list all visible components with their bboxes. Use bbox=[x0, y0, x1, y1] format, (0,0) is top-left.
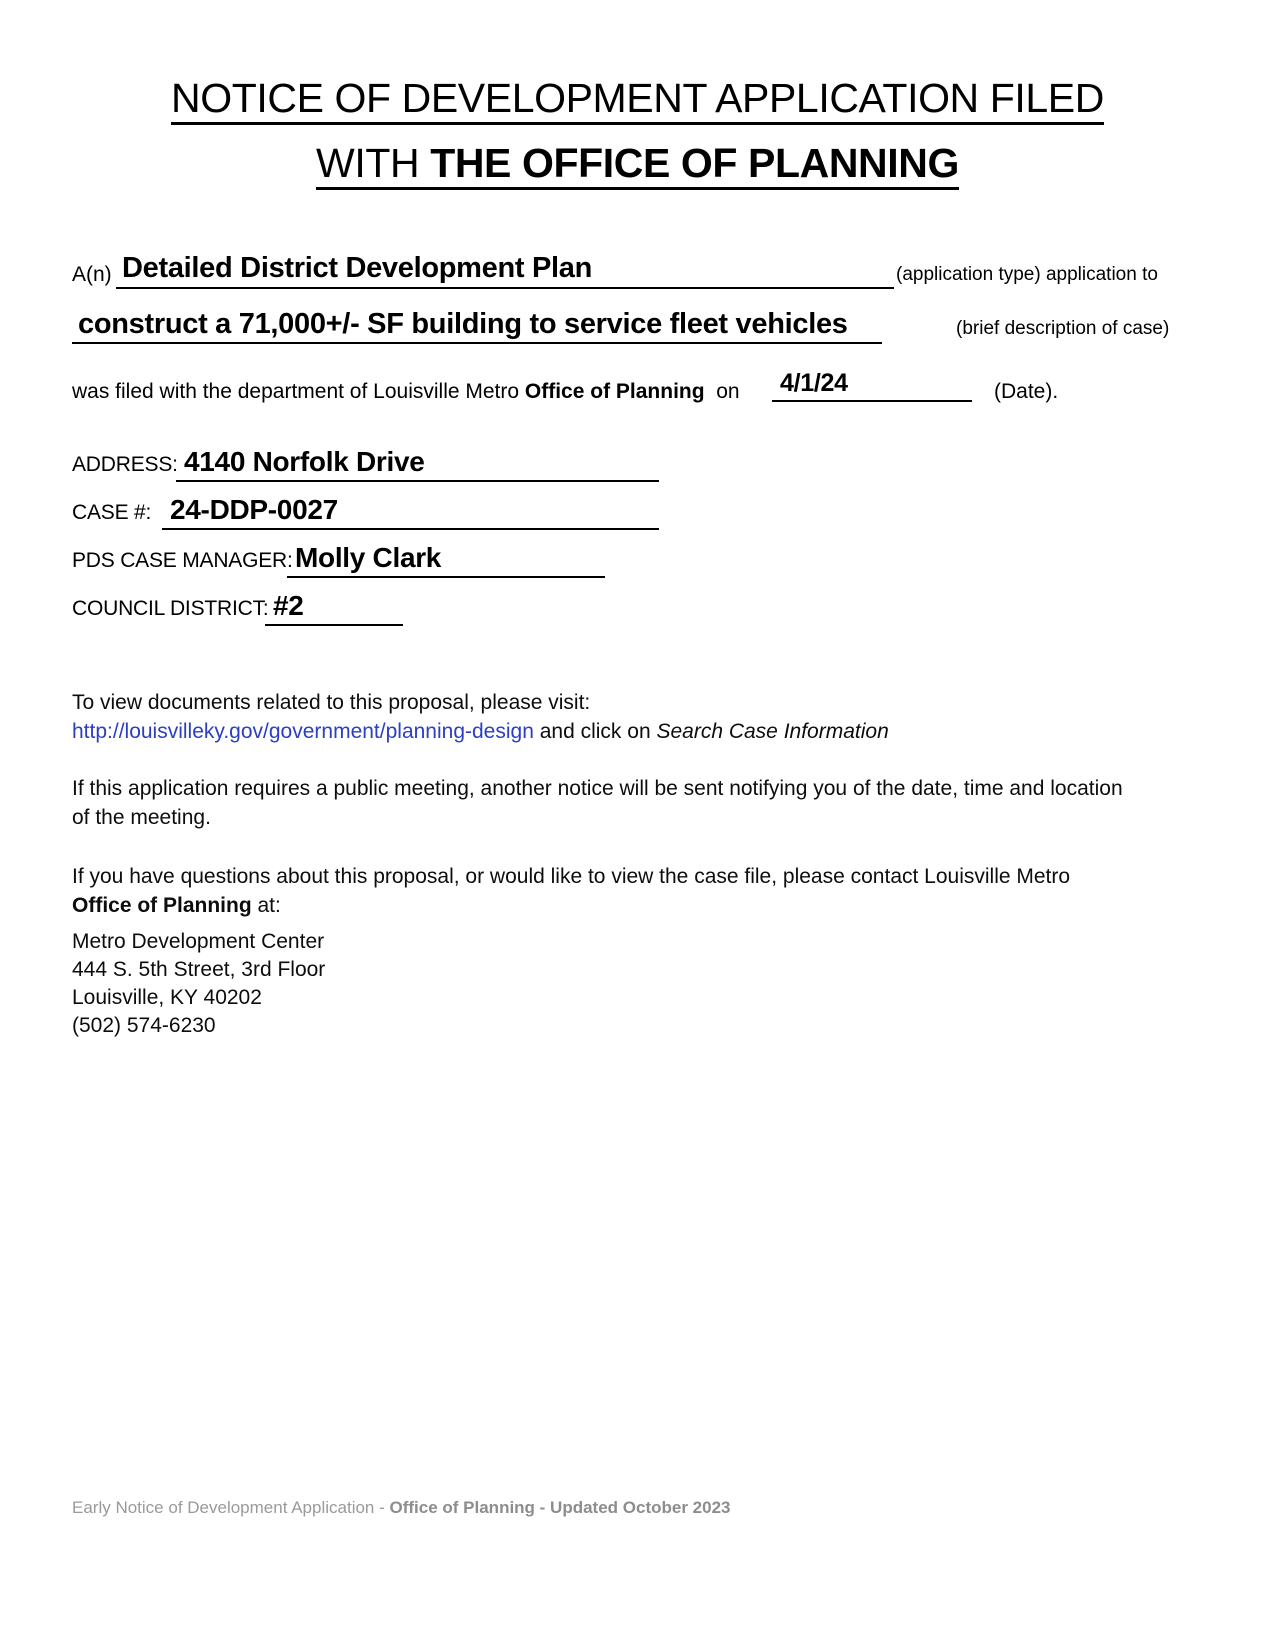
council-district-label: COUNCIL DISTRICT: bbox=[72, 597, 269, 620]
contact-address-line1: Metro Development Center bbox=[72, 930, 325, 953]
address-label: ADDRESS: bbox=[72, 453, 178, 476]
application-type-field[interactable] bbox=[116, 246, 894, 289]
questions-suffix: at: bbox=[251, 894, 281, 917]
case-value: 24-DDP-0027 bbox=[170, 494, 338, 525]
document-title bbox=[0, 70, 1275, 191]
footer-bold-text: Office of Planning - Updated October 2023 bbox=[389, 1498, 731, 1517]
filed-on-text: on bbox=[716, 380, 740, 403]
questions-office-of-planning: Office of Planning bbox=[72, 894, 252, 917]
view-documents-mid: and click on bbox=[533, 720, 657, 743]
view-documents-line1: To view documents related to this proposal, please visit: bbox=[72, 691, 591, 714]
filed-date-field[interactable] bbox=[772, 362, 972, 402]
address-value: 4140 Norfolk Drive bbox=[184, 446, 425, 477]
title-line-2-with: WITH bbox=[316, 140, 431, 186]
filed-row bbox=[72, 369, 1192, 414]
case-manager-input[interactable] bbox=[287, 538, 605, 578]
contact-address-line3: Louisville, KY 40202 bbox=[72, 986, 262, 1009]
contact-address-block bbox=[72, 928, 1132, 1040]
filed-department: Office of Planning bbox=[524, 380, 705, 403]
title-line-1 bbox=[0, 70, 1275, 126]
page-footer bbox=[72, 1498, 731, 1518]
title-line-2-text bbox=[316, 140, 959, 190]
questions-paragraph bbox=[72, 862, 1132, 920]
title-line-2-office: THE OFFICE OF PLANNING bbox=[430, 140, 959, 186]
filed-prefix bbox=[72, 380, 740, 404]
filed-prefix-text: was filed with the department of Louisville Metro bbox=[72, 380, 525, 403]
contact-phone: (502) 574-6230 bbox=[72, 1014, 216, 1037]
questions-prefix: If you have questions about this proposal, or would like to view the case file, please contact Louisville Metro bbox=[72, 865, 1071, 888]
title-line-1-text: NOTICE OF DEVELOPMENT APPLICATION FILED bbox=[171, 75, 1104, 125]
public-meeting-paragraph: If this application requires a public meeting, another notice will be sent notifying you of the date, time and location of the meeting. bbox=[72, 777, 1123, 829]
case-manager-label: PDS CASE MANAGER: bbox=[72, 549, 293, 572]
view-documents-paragraph bbox=[72, 688, 1132, 746]
view-documents-line2 bbox=[72, 717, 1132, 746]
address-input[interactable] bbox=[176, 442, 659, 482]
filed-date-value: 4/1/24 bbox=[780, 369, 848, 397]
description-row bbox=[72, 302, 1192, 344]
description-field[interactable] bbox=[72, 302, 882, 344]
footer-left-text: Early Notice of Development Application - bbox=[72, 1498, 390, 1517]
contact-address-line2: 444 S. 5th Street, 3rd Floor bbox=[72, 958, 326, 981]
council-district-input[interactable] bbox=[265, 586, 403, 626]
application-type-row bbox=[72, 246, 1192, 288]
case-input[interactable] bbox=[162, 490, 659, 530]
case-label: CASE #: bbox=[72, 501, 152, 524]
title-line-2 bbox=[0, 135, 1275, 191]
application-type-hint: (application type) application to bbox=[896, 264, 1158, 285]
search-case-information-label: Search Case Information bbox=[656, 720, 889, 743]
description-value: construct a 71,000+/- SF building to service fleet vehicles bbox=[78, 308, 848, 340]
case-manager-value: Molly Clark bbox=[295, 542, 442, 573]
application-type-value: Detailed District Development Plan bbox=[122, 252, 593, 284]
an-label: A(n) bbox=[72, 263, 112, 286]
filed-date-hint: (Date). bbox=[994, 380, 1059, 403]
planning-design-link[interactable]: http://louisvilleky.gov/government/planning-design bbox=[72, 720, 534, 743]
council-district-value: #2 bbox=[273, 590, 304, 621]
description-hint: (brief description of case) bbox=[956, 318, 1170, 339]
